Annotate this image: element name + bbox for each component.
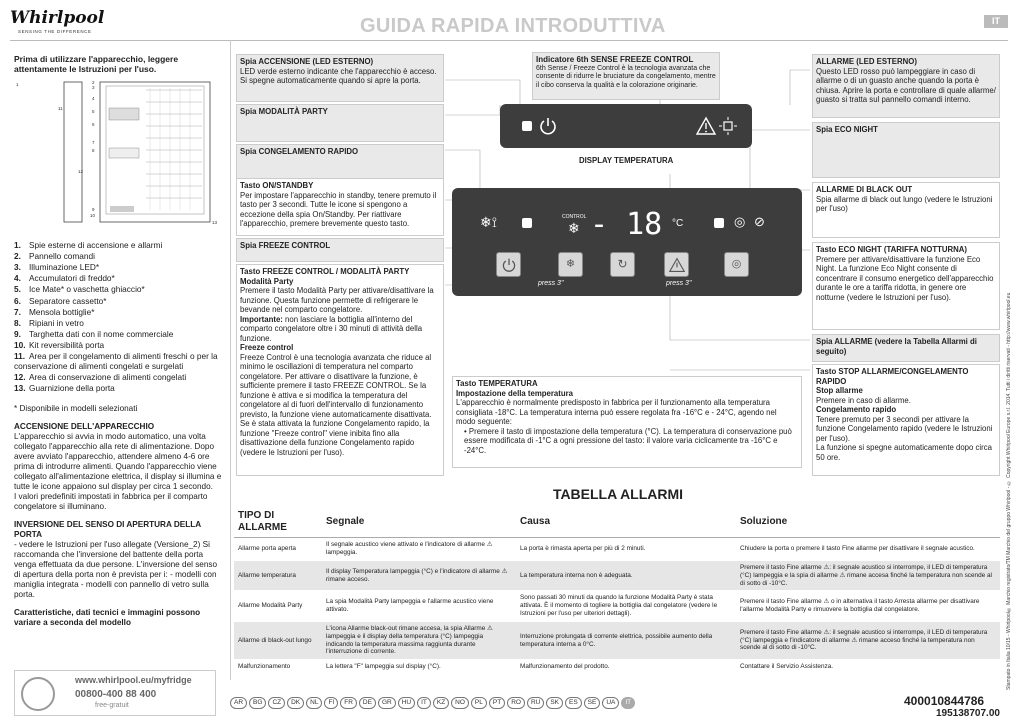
website-text[interactable]: www.whirlpool.eu/myfridge <box>75 675 192 685</box>
phone-number: 00800-400 88 400 <box>75 689 157 700</box>
callout-heading: ALLARME DI BLACK OUT <box>816 185 913 194</box>
product-code-2: 195138707.00 <box>936 708 1000 719</box>
table-row <box>234 591 1000 621</box>
callout-freeze-party <box>236 264 444 476</box>
callout-text: Tenere premuto per 3 secondi per attivare la funzione Congelamento rapido (vedere le Istruzioni per l'uso). <box>816 414 993 443</box>
table-row <box>234 621 1000 659</box>
part-number: 6. <box>14 295 21 306</box>
callout-text: non lasciare la bottiglia all'interno del comparto congelatore oltre i 30 minuti di attività della funzione. <box>240 314 423 343</box>
part-number: 1. <box>14 240 21 250</box>
table-cell: La lettera "F" lampeggia sul display (°C). <box>322 660 516 674</box>
callout-heading: Spia CONGELAMENTO RAPIDO <box>240 147 359 156</box>
celsius-icon: °C <box>672 218 684 229</box>
control-panel <box>452 188 802 296</box>
callout-bullet-text: Premere il tasto di impostazione della temperatura (°C). La temperatura di conservazione può essere modificata di -1°C a ogni pressione del tasto: il valore varia ciclicamente tra -16°C e -24°C. <box>464 426 792 455</box>
language-chip[interactable]: SK <box>546 697 563 709</box>
language-chip[interactable]: NO <box>451 697 469 709</box>
accensione-heading: ACCENSIONE DELL'APPARECCHIO <box>14 422 155 431</box>
part-item <box>14 273 226 283</box>
table-cell: La temperatura interna non è adeguata. <box>516 561 736 591</box>
header-causa: Causa <box>516 507 736 538</box>
callout-text: L'apparecchio è normalmente predisposto in fabbrica per il funzionamento alla temperatura consigliata -18°C. La temperatura interna può essere regolata fra -16°C e - 24°C, agendo nel modo seguente: <box>456 398 777 426</box>
part-label: Targhetta dati con il nome commerciale <box>29 328 174 339</box>
callout-text: Freeze Control è una tecnologia avanzata che riduce al minimo le oscillazioni di temperatura nel comparto congelatore. Per attivare o disattivare la funzione, è sufficiente premere il tasto FREEZE CONTROL. Se la funzione è attiva e si modifica la temperatura del congelatore al di fuori dell'intervallo di funzionamento previsto, la funzione viene automaticamente disattivata. Se è stata attivata la funzione Congelamento rapido, la funzione "Freeze control" viene inibita fino alla disattivazione della funzione Congelamento rapido (vedere le Istruzioni per l'uso). <box>240 352 432 457</box>
language-list <box>230 697 635 709</box>
phone-note: free-gratuit <box>95 702 129 709</box>
svg-text:10: 10 <box>90 213 96 218</box>
left-text-block <box>14 404 224 628</box>
language-chip[interactable]: RU <box>527 697 544 709</box>
inversione-text: - vedere le Istruzioni per l'uso allegate (Versione_2) Si raccomanda che l'inversione del battente della porta venga effettuata da due persone. L'inversione del senso di apertura della porta non è prevista per i: - modelli con maniglia integrata - modelli con pannello di vetro sulla porta. <box>14 540 218 599</box>
table-cell: La spia Modalità Party lampeggia e l'allarme acustico viene attivato. <box>322 591 516 621</box>
table-cell: Premere il tasto Fine allarme ⚠: il segnale acustico si interrompe, il LED di temperatura (°C) lampeggia e l'indicatore di allarme ⚠ rimane acceso finché la temperatura non scende al di sotto di -10°C. <box>736 621 1000 659</box>
part-item <box>14 307 226 317</box>
part-number: 2. <box>14 251 21 262</box>
table-cell: L'icona Allarme black-out rimane accesa, la spia Allarme ⚠ lampeggia e il display della temperatura (°C) lampeggia indicando la temperatura massima raggiunta durante l'interruzione di corrente. <box>322 621 516 659</box>
led-indicator <box>522 121 532 131</box>
table-cell: Allarme porta aperta <box>234 538 322 561</box>
callout-subheading: Congelamento rapido <box>816 405 897 414</box>
callout-text: La funzione si spegne automaticamente dopo circa 50 ore. <box>816 443 992 462</box>
part-number: 9. <box>14 328 21 339</box>
table-row <box>234 538 1000 561</box>
part-item <box>14 383 226 393</box>
callout-text: Premere per attivare/disattivare la funzione Eco Night. La funzione Eco Night consente di concentrare il consumo energetico dell'apparecchio durante le ore a tariffa ridotta, in genere ore notturne (vedere le Istruzioni per l'uso). <box>816 254 994 302</box>
table-cell: Malfunzionamento <box>234 660 322 674</box>
accensione-text-2: I valori predefiniti impostati in fabbrica per il comparto congelatore si illuminano. <box>14 492 208 511</box>
part-item <box>14 329 226 339</box>
callout-heading: Spia ACCENSIONE (LED ESTERNO) <box>240 57 374 66</box>
callout-text: Questo LED rosso può lampeggiare in caso di allarme o di un guasto anche quando la porta è chiusa. Aprire la porta e controllare di quale allarme/ guasto si tratta sul pannello comandi interno. <box>816 66 996 104</box>
part-label: Illuminazione LED* <box>29 262 100 273</box>
callout-subheading: Impostazione della temperatura <box>456 388 573 398</box>
callout-heading: Tasto STOP ALLARME/CONGELAMENTO RAPIDO <box>816 367 969 386</box>
svg-text:3: 3 <box>92 85 95 90</box>
callout-spia-allarmi <box>812 334 1000 362</box>
language-chip[interactable]: FR <box>340 697 357 709</box>
callout-sixth-sense <box>532 52 720 100</box>
language-chip[interactable]: ES <box>565 697 582 709</box>
part-number: 10. <box>14 339 26 350</box>
part-label: Spie esterne di accensione e allarmi <box>29 240 163 250</box>
callout-congelamento <box>236 144 444 180</box>
callout-heading: Indicatore 6th SENSE FREEZE CONTROL <box>536 55 694 64</box>
part-item <box>14 284 226 294</box>
part-label: Pannello comandi <box>29 251 95 262</box>
table-row <box>234 561 1000 591</box>
table-cell: Sono passati 30 minuti da quando la funzione Modalità Party è stata attivata. È il momento di togliere la bottiglia dal congelatore (vedere le Istruzioni per l'uso per ulteriori dettagli). <box>516 591 736 621</box>
language-chip[interactable]: UA <box>602 697 619 709</box>
callout-heading: Tasto FREEZE CONTROL / MODALITÀ PARTY <box>240 267 410 276</box>
language-chip[interactable]: DK <box>287 697 304 709</box>
callout-subheading: Freeze control <box>240 343 294 352</box>
svg-text:5: 5 <box>92 109 95 114</box>
caratteristiche-note: Caratteristiche, dati tecnici e immagini possono variare a seconda del modello <box>14 608 201 627</box>
product-code-1: 400010844786 <box>904 694 985 708</box>
callout-party <box>236 104 444 142</box>
table-cell: La porta è rimasta aperta per più di 2 minuti. <box>516 538 736 561</box>
table-cell: Premere il tasto Fine allarme ⚠: il segnale acustico si interrompe, il LED di temperatura (°C) lampeggia e la spia di allarme ⚠ rimane accesa finché la temperatura non scende al di sotto di -10°C. <box>736 561 1000 591</box>
callout-bullet: • Premere il tasto di impostazione della temperatura (°C). La temperatura di conservazione può essere modificata di -1°C a ogni pressione del tasto: il valore varia ciclicamente tra -16°C e -24°C. <box>464 426 792 455</box>
alarm-table-title: TABELLA ALLARMI <box>552 486 684 502</box>
language-chip[interactable]: IT <box>621 697 635 709</box>
callout-important: Importante: <box>240 314 283 324</box>
language-chip[interactable]: IT <box>417 697 431 709</box>
callout-eco <box>812 122 1000 178</box>
alarm-icon <box>696 116 716 136</box>
part-item <box>14 340 226 350</box>
part-item <box>14 351 226 371</box>
part-label: Ripiani in vetro <box>29 317 84 328</box>
callout-accensione <box>236 54 444 102</box>
callout-heading: Tasto TEMPERATURA <box>456 379 538 388</box>
header-segnale: Segnale <box>322 507 516 538</box>
language-chip[interactable]: GR <box>378 697 396 709</box>
svg-text:13: 13 <box>212 220 218 225</box>
callout-heading: DISPLAY TEMPERATURA <box>579 156 674 165</box>
power-icon <box>538 116 558 136</box>
copyright-side-text: Stampato in Italia 10/15 - Whirlpool® Marchio registrato/TM Marchio del gruppo Whirlpool - © Copyright Whirlpool Europe s.r.l. 2014. Tutti i diritti riservati - http://www.whirlpool.eu <box>1006 292 1012 690</box>
svg-text:6: 6 <box>92 122 95 127</box>
callout-heading: Spia ECO NIGHT <box>816 125 878 134</box>
on-standby-button[interactable] <box>496 252 521 277</box>
eco-night-icon: ◎ <box>734 214 746 229</box>
contact-box <box>14 670 216 716</box>
svg-text:4: 4 <box>92 96 95 101</box>
intro-text: Prima di utilizzare l'apparecchio, leggere attentamente le Istruzioni per l'uso. <box>14 54 179 75</box>
whirlpool-logo: Whirlpool <box>10 8 105 28</box>
table-cell: Contattare il Servizio Assistenza. <box>736 660 1000 674</box>
table-cell: Interruzione prolungata di corrente elettrica, possibile aumento della temperatura interna a 0°C. <box>516 621 736 659</box>
table-cell: Malfunzionamento del prodotto. <box>516 660 736 674</box>
logo-tagline: SENSING THE DIFFERENCE <box>18 29 92 34</box>
svg-text:2: 2 <box>92 80 95 85</box>
stop-alarm-button[interactable] <box>664 252 689 277</box>
language-chip[interactable]: CZ <box>268 697 285 709</box>
control-label: CONTROL <box>562 214 587 220</box>
table-row <box>234 660 1000 674</box>
callout-display <box>576 154 680 174</box>
svg-text:7: 7 <box>92 140 95 145</box>
page-title: GUIDA RAPIDA INTRODUTTIVA <box>360 15 666 37</box>
whirlpool-circle-icon <box>21 677 55 711</box>
footnote: * Disponibile in modelli selezionati <box>14 404 138 413</box>
table-cell: Allarme temperatura <box>234 561 322 591</box>
language-chip[interactable]: AR <box>230 697 247 709</box>
header-soluzione: Soluzione <box>736 507 1000 538</box>
freezer-diagram <box>14 78 224 230</box>
part-item <box>14 372 226 382</box>
language-chip[interactable]: NL <box>306 697 322 709</box>
part-label: Mensola bottiglie* <box>29 306 95 317</box>
callout-text: LED verde esterno indicante che l'apparecchio è acceso. Si spegne automaticamente quando si apre la porta. <box>240 66 437 85</box>
freeze-control-button[interactable]: ❄ <box>558 252 583 277</box>
part-label: Guarnizione della porta <box>29 383 115 394</box>
table-cell: Allarme Modalità Party <box>234 591 322 621</box>
callout-freeze <box>236 238 444 262</box>
freeze-control-icon: ❄ <box>568 220 580 236</box>
language-chip[interactable]: BG <box>249 697 266 709</box>
callout-text: Premere il tasto Modalità Party per attivare/disattivare la funzione. Questa funzione permette di refrigerare le bevande nel comparto congelatore. <box>240 286 434 314</box>
callout-temperatura <box>452 376 802 468</box>
language-chip[interactable]: PL <box>471 697 487 709</box>
part-number: 5. <box>14 284 21 295</box>
temperature-display: - 18 <box>590 207 663 242</box>
svg-text:9: 9 <box>92 207 95 212</box>
header-tipo: TIPO DI ALLARME <box>234 507 322 538</box>
part-number: 11. <box>14 351 26 362</box>
table-cell: Allarme di black-out lungo <box>234 621 322 659</box>
part-number: 13. <box>14 383 26 394</box>
svg-text:11: 11 <box>58 106 63 111</box>
part-number: 12. <box>14 372 26 383</box>
external-led-panel <box>500 104 752 148</box>
part-label: Area per il congelamento di alimenti freschi o per la conservazione di alimenti congelati e surgelati <box>14 351 218 372</box>
eco-led <box>714 218 724 228</box>
language-chip[interactable]: HU <box>398 697 415 709</box>
part-number: 8. <box>14 317 21 328</box>
callout-heading: Spia FREEZE CONTROL <box>240 241 331 250</box>
inversione-heading: INVERSIONE DEL SENSO DI APERTURA DELLA PORTA <box>14 520 201 539</box>
table-cell: Premere il tasto Fine allarme ⚠ o in alternativa il tasto Arresta allarme per disattivare l'allarme Modalità Party e rimuovere la bottiglia dal congelatore. <box>736 591 1000 621</box>
press-hint-2: press 3" <box>666 280 692 287</box>
temperature-button[interactable]: ↻ <box>610 252 635 277</box>
part-item <box>14 296 226 306</box>
language-chip[interactable]: PT <box>489 697 505 709</box>
part-number: 4. <box>14 273 21 284</box>
language-chip[interactable]: DE <box>359 697 376 709</box>
part-number: 3. <box>14 262 21 273</box>
callout-heading: Tasto ON/STANDBY <box>240 181 314 190</box>
part-item <box>14 240 226 250</box>
svg-text:1: 1 <box>16 82 19 87</box>
language-badge: IT <box>984 15 1008 28</box>
part-label: Kit reversibilità porta <box>29 339 105 350</box>
callout-subheading: Stop allarme <box>816 386 863 395</box>
callout-subheading: Modalità Party <box>240 276 294 286</box>
part-label: Accumulatori di freddo* <box>29 273 115 284</box>
part-number: 7. <box>14 306 21 317</box>
language-chip[interactable]: FI <box>324 697 338 709</box>
language-chip[interactable]: SE <box>584 697 601 709</box>
callout-heading: Tasto ECO NIGHT (TARIFFA NOTTURNA) <box>816 245 968 254</box>
language-chip[interactable]: RO <box>507 697 525 709</box>
table-cell: Il display Temperatura lampeggia (°C) e l'indicatore di allarme ⚠ rimane acceso. <box>322 561 516 591</box>
callout-text: Spia allarme di black out lungo (vedere le Istruzioni per l'uso) <box>816 194 993 213</box>
callout-blackout <box>812 182 1000 238</box>
callout-heading: Spia MODALITÀ PARTY <box>240 107 328 116</box>
callout-stop <box>812 364 1000 476</box>
alarm-led-icon <box>718 116 738 136</box>
part-item <box>14 251 226 261</box>
callout-text: Premere in caso di allarme. <box>816 395 911 405</box>
blackout-icon: ⊘ <box>754 214 765 229</box>
callout-onstandby <box>236 178 444 236</box>
callout-text: Per impostare l'apparecchio in standby, tenere premuto il tasto per 3 secondi. Tutte le icone si spengono a eccezione della spia On/Standby. Per riattivare l'apparecchio, premere brevemente questo tasto. <box>240 190 437 228</box>
part-item <box>14 262 226 272</box>
part-label: Area di conservazione di alimenti congelati <box>29 372 187 383</box>
alarm-table <box>234 507 1000 674</box>
parts-list <box>14 240 226 395</box>
callout-heading: ALLARME (LED ESTERNO) <box>816 57 917 66</box>
table-header-row <box>234 507 1000 538</box>
language-chip[interactable]: KZ <box>433 697 449 709</box>
callout-allarme-led <box>812 54 1000 118</box>
callout-eco-tasto <box>812 242 1000 330</box>
callout-heading: Spia ALLARME (vedere la Tabella Allarmi di seguito) <box>816 337 977 356</box>
part-label: Separatore cassetto* <box>29 295 107 306</box>
party-led <box>522 218 532 228</box>
part-item <box>14 318 226 328</box>
table-cell: Il segnale acustico viene attivato e l'indicatore di allarme ⚠ lampeggia. <box>322 538 516 561</box>
svg-text:12: 12 <box>78 169 84 174</box>
eco-night-button[interactable]: ◎ <box>724 252 749 277</box>
party-icon: ❄⟟ <box>480 214 497 230</box>
accensione-text: L'apparecchio si avvia in modo automatico, una volta collegato l'apparecchio alla rete di alimentazione. Dopo avere avviato l'apparecchio, attendere almeno 4-6 ore prima di introdurre alimenti. Quando l'apparecchio viene collegato all'alimentazione elettrica, il display si illumina e tutte le icone appaiono sul display per circa 1 secondo. <box>14 432 222 491</box>
table-cell: Chiudere la porta o premere il tasto Fine allarme per disattivare il segnale acustico. <box>736 538 1000 561</box>
press-hint-1: press 3" <box>538 280 564 287</box>
callout-text: 6th Sense / Freeze Control è la tecnologia avanzata che consente di ridurre le bruciature da congelamento, mentre il cibo conserva la qualità e la colorazione originarie. <box>536 64 716 89</box>
part-label: Ice Mate* o vaschetta ghiaccio* <box>29 284 145 295</box>
svg-text:8: 8 <box>92 148 95 153</box>
